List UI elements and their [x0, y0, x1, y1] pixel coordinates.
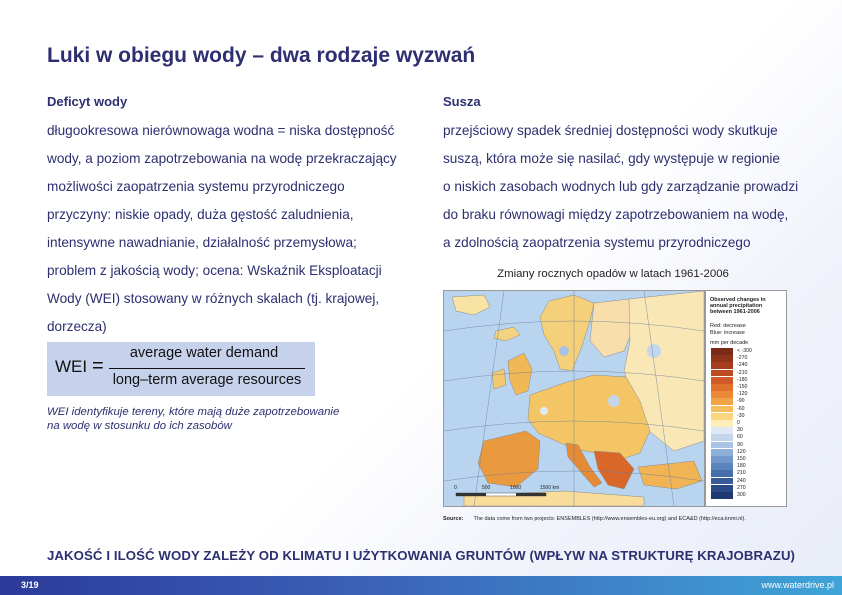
- legend-swatch: [711, 463, 733, 470]
- legend-swatch-label: 180: [737, 463, 746, 470]
- legend-swatch: [711, 492, 733, 499]
- wei-caption: [47, 405, 339, 433]
- source-text: The data come from two projects: ENSEMBLES (http://www.ensembles-eu.org) and ECA&D (http://eca.knmi.nl).: [473, 516, 746, 522]
- legend-swatch: [711, 470, 733, 477]
- legend-swatch-label: -120: [737, 391, 748, 398]
- legend-swatch: [711, 398, 733, 405]
- legend-red-note: Red: decrease: [710, 323, 746, 329]
- drought-line: a zdolnością zaopatrzenia systemu przyrodniczego: [443, 235, 751, 250]
- bottom-banner: JAKOŚĆ I ILOŚĆ WODY ZALEŻY OD KLIMATU I UŻYTKOWANIA GRUNTÓW (WPŁYW NA STRUKTURĘ KRAJOBRAZU): [47, 548, 796, 563]
- legend-swatch-label: -210: [737, 369, 748, 376]
- legend-swatch: [711, 355, 733, 362]
- legend-title: Observed changes in annual precipitation between 1961-2006: [710, 297, 766, 315]
- europe-map-image: [444, 291, 704, 506]
- legend-swatch-label: 210: [737, 470, 746, 477]
- fraction-bar: [109, 368, 305, 369]
- legend-swatch-label: 60: [737, 434, 743, 441]
- caption-line: WEI identyfikuje tereny, które mają duże zapotrzebowanie: [47, 406, 340, 418]
- legend-swatch-label: 270: [737, 484, 746, 491]
- map-source: [443, 516, 746, 522]
- drought-line: do braku równowagi między zapotrzebowaniem na wodę,: [443, 207, 789, 222]
- legend-swatch: [711, 348, 733, 355]
- scale-label: 1000: [510, 485, 522, 491]
- drought-line: suszą, która może się nasilać, gdy występuje w regionie: [443, 151, 780, 166]
- deficit-line: przyczyny: niskie opady, duża gęstość zaludnienia,: [47, 207, 354, 222]
- legend-subtitle: [710, 323, 746, 336]
- legend-swatch: [711, 456, 733, 463]
- legend-swatch-label: -150: [737, 384, 748, 390]
- formula-equals: =: [92, 355, 104, 377]
- legend-swatch: [711, 384, 733, 391]
- legend-swatch: [711, 377, 733, 384]
- legend-swatch: [711, 434, 733, 441]
- source-label: Source:: [443, 516, 464, 522]
- legend-swatch-label: 240: [737, 477, 746, 484]
- deficit-line: wody, a poziom zapotrzebowania na wodę przekraczający: [47, 151, 397, 166]
- drought-line: o niskich zasobach wodnych lub gdy zarządzanie prowadzi: [443, 179, 799, 194]
- legend-swatch-label: 300: [737, 492, 746, 498]
- deficit-line: dorzecza): [47, 319, 107, 334]
- legend-swatch-label: 30: [737, 427, 743, 434]
- website-link[interactable]: www.waterdrive.pl: [761, 580, 834, 590]
- legend-units: mm per decade: [710, 340, 749, 346]
- legend-blue-note: Blue: increase: [710, 329, 745, 336]
- drought-line: przejściowy spadek średniej dostępności wody skutkuje: [443, 123, 778, 138]
- legend-swatch: [711, 442, 733, 449]
- legend-swatch-label: < -300: [737, 348, 752, 354]
- drought-heading: Susza: [443, 94, 481, 109]
- footer-bar: [0, 576, 842, 595]
- legend-swatch-label: -240: [737, 362, 748, 369]
- legend-swatch: [711, 406, 733, 413]
- formula-numerator: average water demand: [129, 345, 279, 361]
- legend-swatch: [711, 420, 733, 427]
- legend-swatch-label: -90: [737, 398, 745, 405]
- legend-swatch-label: -180: [737, 376, 748, 383]
- slide-title: Luki w obiegu wody – dwa rodzaje wyzwań: [47, 44, 476, 67]
- caption-line: na wodę w stosunku do ich zasobów: [47, 420, 232, 432]
- legend-swatch-label: 150: [737, 456, 746, 462]
- legend-swatch-label: 90: [737, 441, 743, 448]
- drought-text: [443, 117, 823, 257]
- legend-swatch: [711, 427, 733, 434]
- deficit-line: możliwości zaopatrzenia systemu przyrodniczego: [47, 179, 345, 194]
- legend-swatch-label: -60: [737, 405, 745, 412]
- legend-swatch: [711, 478, 733, 485]
- precipitation-map: [443, 290, 705, 507]
- deficit-heading: Deficyt wody: [47, 94, 128, 109]
- map-legend: [705, 290, 787, 507]
- legend-swatch: [711, 362, 733, 369]
- deficit-line: problem z jakością wody; ocena: Wskaźnik Eksploatacji: [47, 263, 382, 278]
- legend-swatch-label: 120: [737, 448, 746, 455]
- deficit-line: długookresowa nierównowaga wodna = niska dostępność: [47, 123, 395, 138]
- legend-swatch-label: 0: [737, 420, 740, 426]
- deficit-line: Wody (WEI) stosowany w różnych skalach (tj. krajowej,: [47, 291, 380, 306]
- map-title: Zmiany rocznych opadów w latach 1961-2006: [497, 268, 729, 280]
- legend-swatch: [711, 413, 733, 420]
- legend-swatch: [711, 391, 733, 398]
- legend-swatch-label: -30: [737, 412, 745, 419]
- formula-denominator: long–term average resources: [112, 372, 302, 388]
- page-number: 3/19: [21, 580, 39, 590]
- legend-swatch-label: -270: [737, 355, 748, 362]
- legend-swatch: [711, 485, 733, 492]
- formula-lhs: WEI: [55, 357, 88, 376]
- legend-swatch: [711, 449, 733, 456]
- scale-label: 500: [482, 485, 491, 491]
- legend-swatch: [711, 370, 733, 377]
- scale-label: 0: [454, 485, 457, 491]
- deficit-text: [47, 117, 407, 341]
- scale-label: 1500 km: [540, 485, 560, 491]
- deficit-line: intensywne nawadnianie, działalność przemysłowa;: [47, 235, 357, 250]
- wei-formula: [47, 342, 315, 396]
